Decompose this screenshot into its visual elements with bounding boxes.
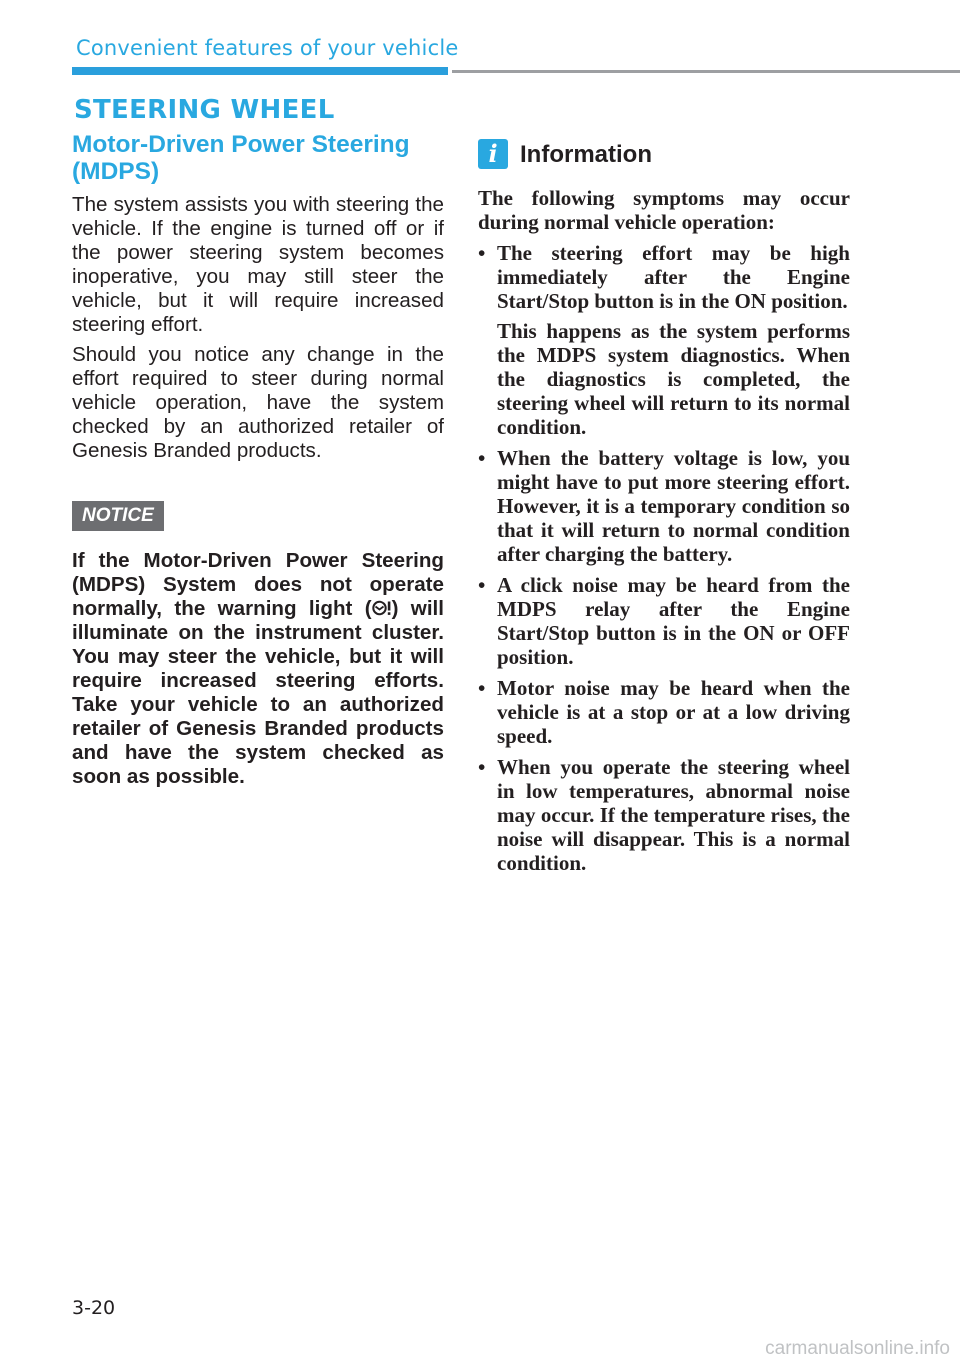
- notice-badge: NOTICE: [72, 501, 164, 531]
- list-item: [478, 755, 850, 875]
- header-rule-accent: [72, 67, 448, 75]
- information-title: Information: [520, 141, 652, 168]
- header-rule: [452, 70, 960, 73]
- bullet-text: • The steering effort may be high immediately after the Engine Start/Stop button is in the ON position.: [497, 241, 850, 313]
- list-item: [478, 573, 850, 669]
- steering-warning-icon: [372, 599, 392, 617]
- bullet-text: • A click noise may be heard from the MDPS relay after the Engine Start/Stop button is in the ON or OFF position.: [497, 573, 850, 669]
- paragraph-system-assist: The system assists you with steering the vehicle. If the engine is turned off or if the power steering system becomes inoperative, you may still steer the vehicle, but it will require increased steering effort.: [72, 193, 444, 336]
- list-item: [478, 241, 850, 439]
- paragraph-effort-change: Should you notice any change in the effort required to steer during normal vehicle operation, have the system checked by an authorized retailer of Genesis Branded products.: [72, 343, 444, 462]
- running-header: Convenient features of your vehicle: [76, 36, 459, 60]
- symptom-list: [478, 241, 850, 875]
- watermark: carmanualsonline.info: [765, 1338, 950, 1359]
- info-icon: i: [478, 139, 508, 169]
- list-item: [478, 676, 850, 748]
- notice-text-part1: If the Motor-Driven Power Steering (MDPS) System does not operate normally, the warning light (: [72, 549, 444, 620]
- bullet-text: • When the battery voltage is low, you might have to put more steering effort. However, it is a temporary condition so that it will return to normal condition after charging the battery.: [497, 446, 850, 566]
- right-column: [478, 139, 850, 882]
- bullet-text: • Motor noise may be heard when the vehicle is at a stop or at a low driving speed.: [497, 676, 850, 748]
- bullet-subtext: This happens as the system performs the MDPS system diagnostics. When the diagnostics is completed, the steering wheel will return to its normal condition.: [497, 319, 850, 439]
- list-item: [478, 446, 850, 566]
- section-title: STEERING WHEEL: [74, 95, 335, 125]
- page-number: 3-20: [72, 1297, 116, 1319]
- notice-text-part2: ) will illuminate on the instrument cluster. You may steer the vehicle, but it will require increased steering efforts. Take your vehicle to an authorized retailer of Genesis Branded products and have the system checked as soon as possible.: [72, 597, 444, 788]
- information-header: [478, 139, 850, 171]
- notice-text: [72, 549, 444, 789]
- information-intro: The following symptoms may occur during normal vehicle operation:: [478, 186, 850, 234]
- subheading-mdps: Motor-Driven Power Steering (MDPS): [72, 131, 410, 185]
- bullet-text: • When you operate the steering wheel in low temperatures, abnormal noise may occur. If the temperature rises, the noise will disappear. This is a normal condition.: [497, 755, 850, 875]
- left-column: [72, 131, 444, 789]
